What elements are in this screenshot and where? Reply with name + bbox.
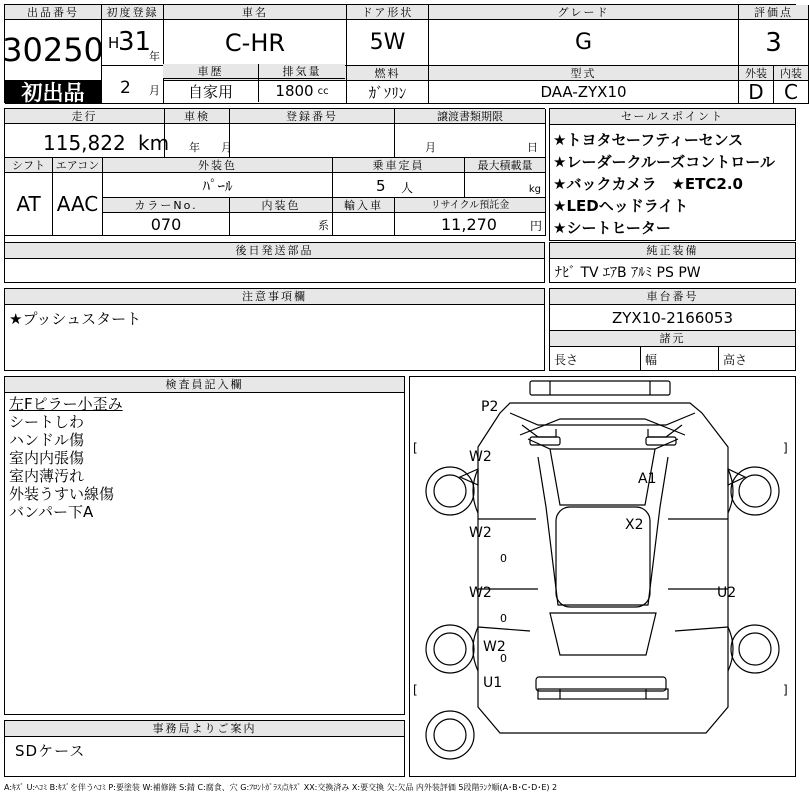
color-no-label: カラーNo. [103,198,230,213]
door-label: ドア形状 [347,5,429,20]
equipment-title: 純正装備 [550,243,795,259]
mark-zero-1: 0 [500,552,507,565]
selling-points-box [549,108,796,241]
legend: A:ｷｽﾞ U:ﾍｺﾐ B:ｷｽﾞを伴うﾍｺﾐ P:要塗装 W:補修跡 S:錆 C:腐食、穴 G:ﾌﾛﾝﾄｶﾞﾗｽ点ｷｽﾞ XX:交換済み X:要交換 欠:欠品 内外装評価 5段階ﾗﾝｸ順(A･B･C･D･E) 2 [4,783,558,792]
recycle: 11,270 [441,215,497,234]
history-label-text: 車歴 [163,64,258,79]
transfer-month-unit: 月 [425,141,436,154]
later-parts-title: 後日発送部品 [5,243,544,259]
type-label: 型式 [429,66,739,81]
shift-label: シフト [5,158,53,173]
ac-label: エアコン [53,158,103,173]
ext-color: ﾊﾟｰﾙ [103,173,333,198]
grade-label: グレード [429,5,739,20]
model-type: DAA-ZYX10 [429,81,739,104]
transfer-cell [395,124,546,158]
history: 自家用 [187,82,233,101]
notes-box [4,288,545,371]
inspection-year-unit: 年 [189,141,200,154]
inspector-line: シートしわ [9,413,85,431]
office-title: 事務局よりご案内 [5,721,404,737]
inspector-title: 検査員記入欄 [5,377,404,393]
mark-x2: X2 [625,517,644,533]
lot-number-label: 出品番号 [5,5,102,20]
mark-w2-door-front: W2 [469,525,492,541]
door-type: 5W [347,20,429,66]
first-listing-badge: 初出品 [5,81,102,104]
ac: AAC [53,173,103,236]
displacement-value [259,80,345,102]
inspector-line: 外装うすい線傷 [9,485,115,503]
int-color-label: 内装色 [230,198,333,213]
load-cell [465,173,546,198]
int-color-unit: 系 [318,219,329,232]
transfer-day-unit: 日 [527,141,538,154]
model-name: C-HR [164,20,347,66]
first-reg-month-unit: 月 [149,84,160,97]
reg-no-label: 登録番号 [230,109,395,124]
equipment-box [549,242,796,283]
capacity-unit: 人 [401,181,414,195]
first-reg-year-cell [102,20,164,66]
inspector-line: バンパー下A [9,503,94,521]
spec-grid [4,108,545,242]
load-label: 最大積載量 [465,158,546,173]
displacement-unit: cc [317,85,329,97]
mileage: 115,822 [43,131,126,155]
selling-points-title: セールスポイント [550,109,795,125]
mileage-unit: km [138,131,170,155]
inspection-month-unit: 月 [221,141,232,154]
mark-zero-2: 0 [500,612,507,625]
later-parts-box [4,242,545,283]
inspector-box [4,376,405,715]
exterior-grade: D [739,81,774,104]
capacity-cell [333,173,465,198]
bracket-right-rear: ] [783,683,788,697]
later-parts-text [5,259,544,263]
chassis-number: ZYX10-2166053 [550,305,795,331]
first-reg-year-unit: 年 [149,50,160,63]
score-label: 評価点 [739,5,809,20]
car-outline [410,377,795,776]
mark-zero-3: 0 [500,652,507,665]
equipment-text: ﾅﾋﾞ TV ｴｱB ｱﾙﾐ PS PW [555,265,701,281]
model-label: 車名 [164,5,347,20]
mark-w2-rear: W2 [483,639,506,655]
import-label: 輸入車 [333,198,395,213]
inspection-label: 車検 [165,109,230,124]
selling-point: ★シートヒーター [553,219,671,237]
inspector-line: 室内内張傷 [9,449,85,467]
mark-u2: U2 [717,585,737,601]
office-box [4,720,405,777]
office-text: SDケース [15,742,86,760]
bracket-left-front: [ [413,441,418,455]
fuel: ｶﾞｿﾘﾝ [347,81,429,104]
first-reg-month: 2 [120,78,131,98]
notes-text: ★プッシュスタート [9,310,142,328]
mileage-label: 走行 [5,109,165,124]
mark-a1: A1 [638,471,657,487]
dims-row [550,347,795,371]
inspection-cell [165,124,230,158]
dims-title: 諸元 [550,331,795,347]
interior-grade-label: 内装 [774,66,809,81]
mark-p2: P2 [481,399,499,415]
first-reg-year: 31 [118,27,152,57]
inspector-line: ハンドル傷 [9,431,85,449]
width-label: 幅 [641,347,719,371]
capacity-label: 乗車定員 [333,158,465,173]
inspector-line: 左Fピラー小歪み [9,395,123,413]
selling-point: ★レーダークルーズコントロール [553,153,775,171]
chassis-box [549,288,796,371]
selling-point: ★バックカメラ ★ETC2.0 [553,175,743,193]
mark-w2-door-rear: W2 [469,585,492,601]
interior-grade: C [774,81,809,104]
score: 3 [739,20,809,66]
notes-title: 注意事項欄 [5,289,544,305]
fuel-label: 燃料 [347,66,429,81]
height-label: 高さ [723,352,748,367]
first-reg-month-cell [102,66,164,104]
bracket-left-rear: [ [413,683,418,697]
recycle-label: リサイクル預託金 [395,198,546,213]
selling-point: ★LEDヘッドライト [553,197,689,215]
displacement: 1800 [275,82,314,100]
history-split [163,64,346,102]
capacity: 5 [376,177,386,195]
exterior-grade-label: 外装 [739,66,774,81]
ext-color-label: 外装色 [103,158,333,173]
color-no: 070 [103,213,230,236]
displacement-label: 排気量 [259,64,345,79]
recycle-unit: 円 [529,219,542,233]
first-reg-label: 初度登録 [102,5,164,20]
first-reg-era: H [108,34,120,52]
mileage-cell [5,124,170,158]
bracket-right-front: ] [783,441,788,455]
reg-no-cell [230,124,395,158]
transfer-label: 譲渡書類期限 [395,109,546,124]
load-unit: kg [528,184,541,195]
length-label: 長さ [550,347,641,371]
car-diagram [409,376,796,777]
import-cell [333,213,395,236]
inspector-list [5,393,404,523]
selling-point: ★トヨタセーフティーセンス [553,131,744,149]
lot-number: 30250 [5,20,102,81]
grade: G [429,20,739,66]
selling-points-list [550,125,795,239]
mark-u1: U1 [483,675,503,691]
chassis-title: 車台番号 [550,289,795,305]
shift: AT [5,173,53,236]
inspector-line: 室内薄汚れ [9,467,85,485]
recycle-cell [395,213,546,236]
int-color-cell [230,213,333,236]
header-grid [2,4,802,105]
mark-w2-front-left: W2 [469,449,492,465]
